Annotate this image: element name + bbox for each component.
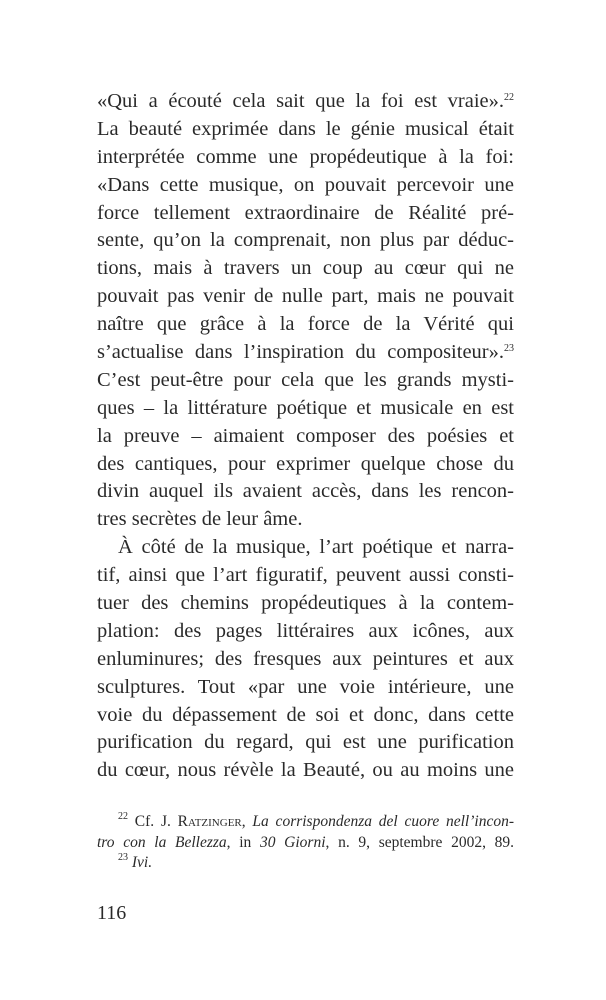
text-line: naître que grâce à la force de la Vérité qui [97, 313, 514, 336]
text-line: sente, qu’on la comprenait, non plus par déduc- [97, 229, 514, 252]
text-line: force tellement extraordinaire de Réalité pré- [97, 201, 514, 224]
text-line: des cantiques, pour exprimer quelque chose du [97, 452, 514, 475]
body-text [97, 88, 514, 785]
text-line: pouvait pas venir de nulle part, mais ne pouvait [97, 285, 514, 308]
text-line: s’actualise dans l’inspiration du compositeur».$^{23}$ [97, 341, 514, 364]
text-line: tif, ainsi que l’art figuratif, peuvent aussi consti- [97, 564, 514, 587]
text-line: enluminures; des fresques aux peintures et aux [97, 647, 514, 670]
footnotes [97, 812, 514, 874]
text-line: La beauté exprimée dans le génie musical était [97, 117, 514, 140]
footnote-ref-22: 22 [504, 92, 514, 103]
text-line: ques – la littérature poétique et musicale en est [97, 396, 514, 419]
text-line: purification du regard, qui est une purification [97, 731, 514, 754]
text-line: C’est peut-être pour cela que les grands mysti- [97, 368, 514, 391]
text-line: «Qui a écouté cela sait que la foi est vraie».$^{22}$ [97, 90, 514, 112]
page-number: 116 [97, 902, 127, 924]
text-line: du cœur, nous révèle la Beauté, ou au moins une [97, 759, 514, 782]
footnote-ref-23: 23 [504, 343, 514, 355]
text-line: tres secrètes de leur âme. [97, 508, 303, 531]
text-line: tuer des chemins propédeutiques à la contem- [97, 592, 514, 615]
footnote-22: $^{22}$ Cf. J. Ratzinger, La corrispondenza del cuore nell’incon- [118, 811, 514, 830]
text-line: voie du dépassement de soi et donc, dans cette [97, 703, 514, 726]
text-line: «Dans cette musique, on pouvait percevoir une [97, 173, 514, 196]
text-line: la preuve – aimaient composer des poésies et [97, 424, 514, 447]
text-line: tions, mais à travers un coup au cœur qui ne [97, 257, 514, 280]
text-line: plation: des pages littéraires aux icônes, aux [97, 619, 514, 642]
text-line: divin auquel ils avaient accès, dans les rencon- [97, 480, 514, 503]
text-line: interprétée comme une propédeutique à la foi: [97, 145, 514, 168]
text-line: sculptures. Tout «par une voie intérieure, une [97, 675, 514, 698]
footnote-22-cont: tro con la Bellezza, in 30 Giorni, n. 9, septembre 2002, 89. [97, 833, 515, 851]
text-line: À côté de la musique, l’art poétique et narra- [118, 536, 514, 559]
footnote-23: $^{23}$ Ivi. [118, 852, 153, 871]
